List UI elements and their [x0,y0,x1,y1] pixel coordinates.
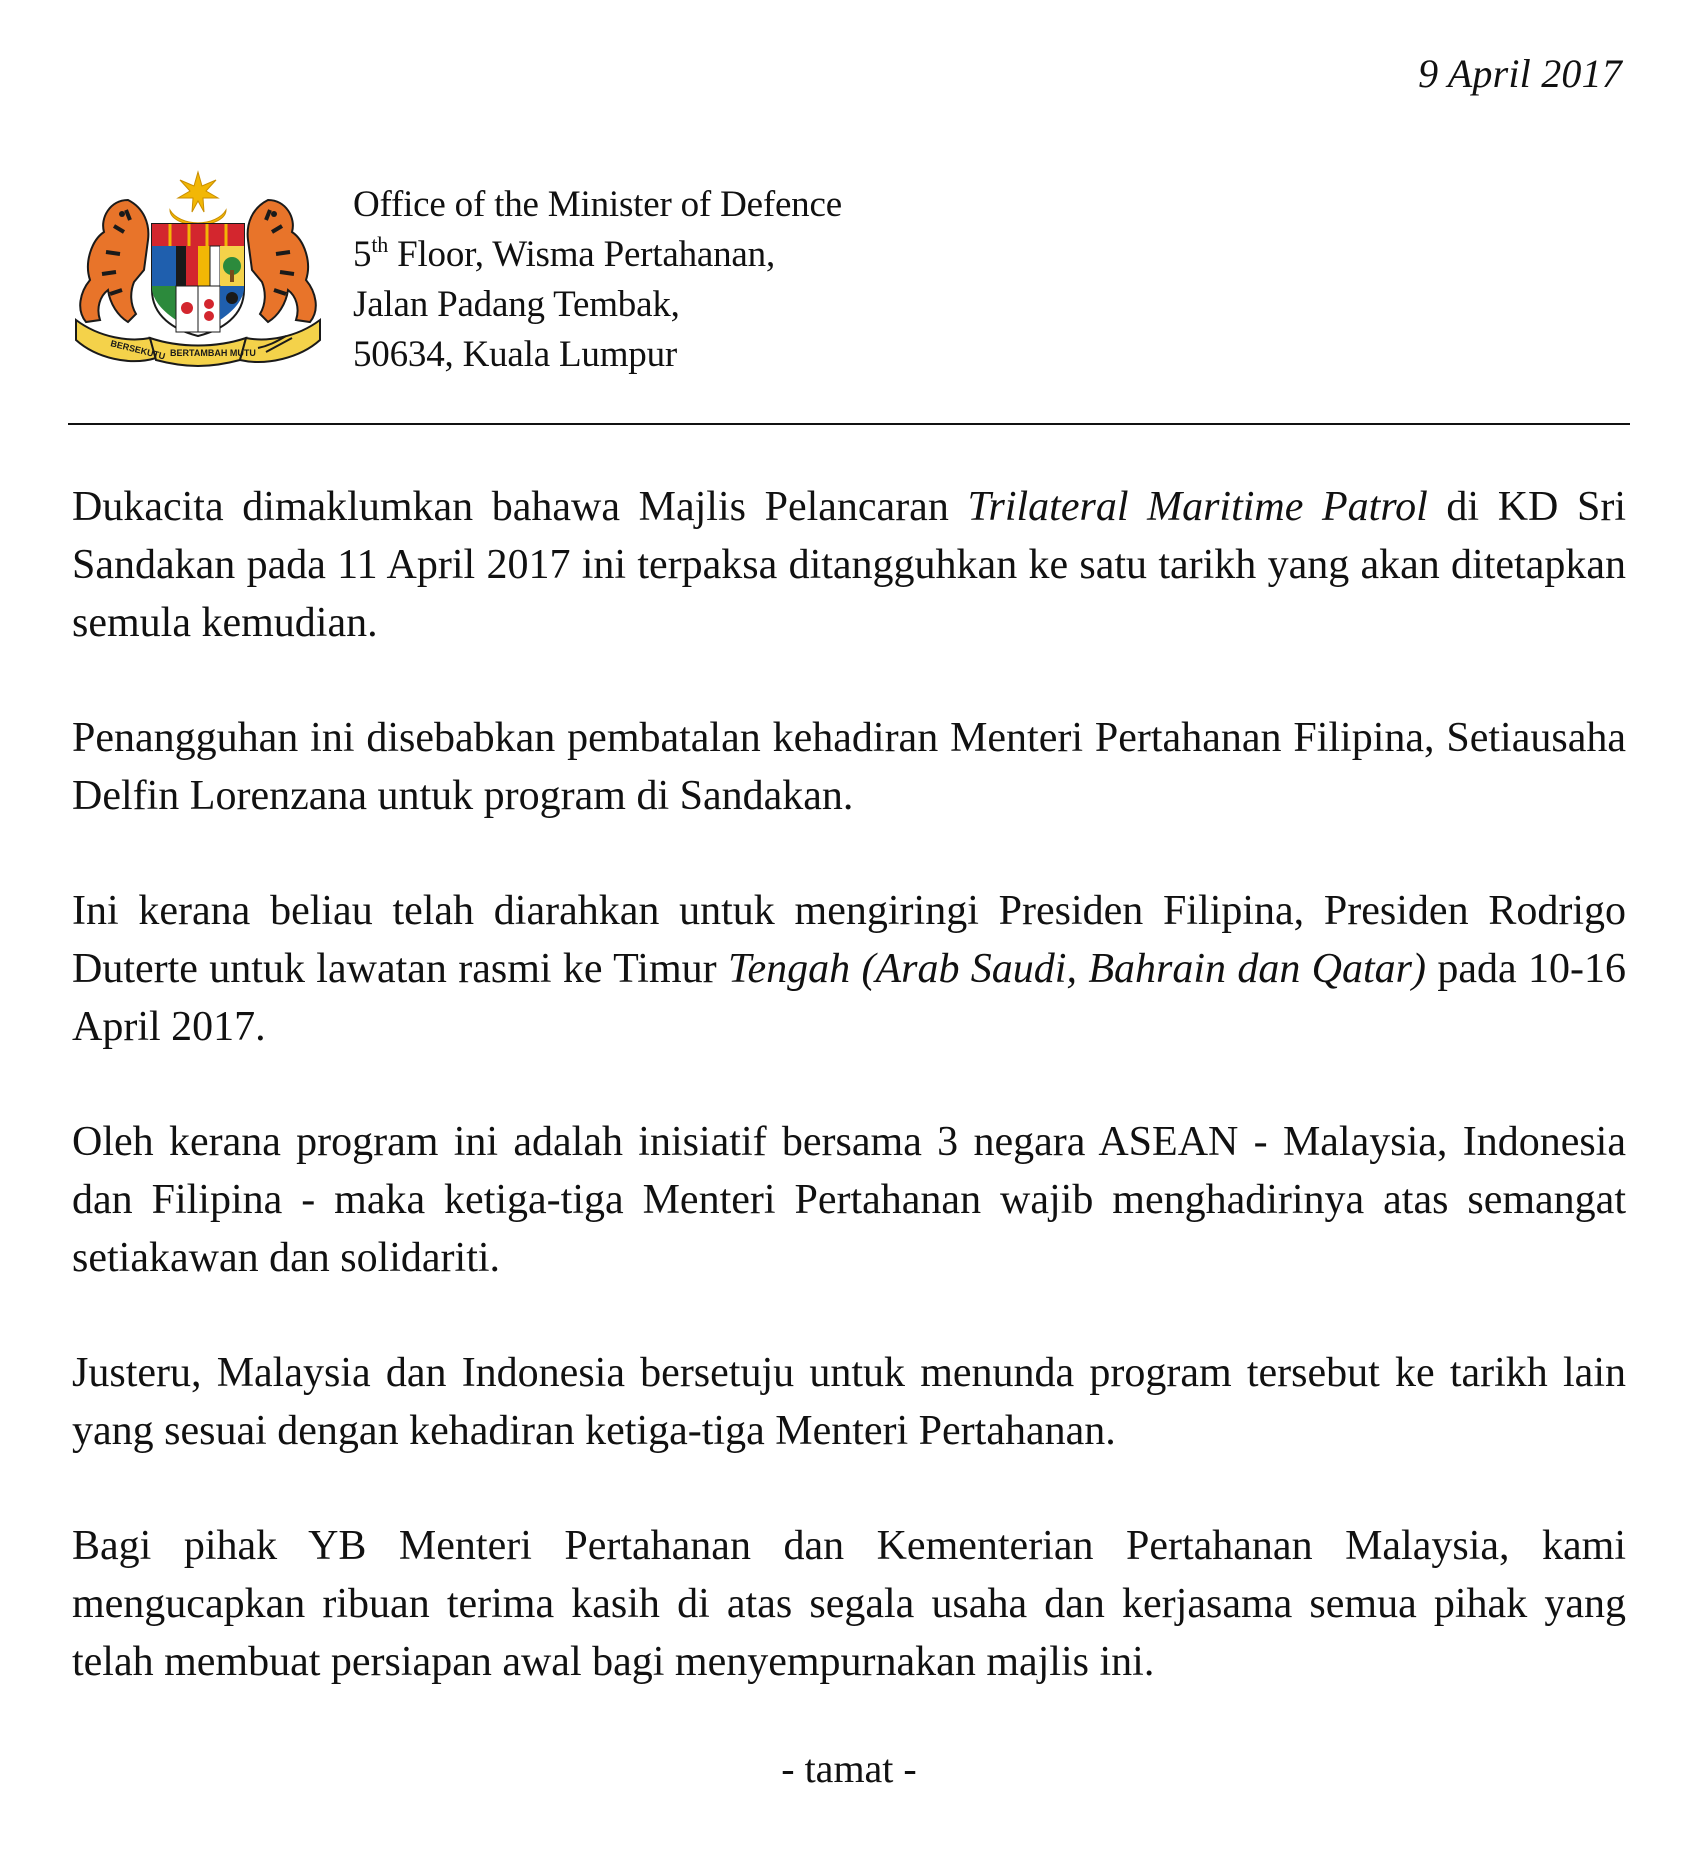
federal-star-icon [178,172,218,212]
paragraph-3 [72,882,1626,1056]
document-date: 9 April 2017 [1418,51,1622,96]
address-floor [353,230,842,280]
paragraph-3-italic: Tengah (Arab Saudi, Bahrain dan Qatar) [727,946,1427,992]
header-divider [68,423,1630,425]
paragraph-3-text-a: Ini kerana beliau telah diarahkan untuk mengiringi Presiden Filipina, Presiden Rodrigo Duterte untuk lawatan rasmi ke Timur [72,888,1626,992]
closing-mark: - tamat - [781,1746,917,1791]
paragraph-4: Oleh kerana program ini adalah inisiatif bersama 3 negara ASEAN - Malaysia, Indonesia dan Filipina - maka ketiga-tiga Menteri Pertahanan wajib menghadirinya atas semangat setiakawan dan solidariti. [72,1119,1626,1281]
floor-number: 5 [353,234,372,275]
floor-suffix: th [371,232,389,257]
address-street: Jalan Padang Tembak, [353,284,680,325]
right-tiger-icon [248,200,316,322]
left-tiger-icon [80,200,148,322]
paragraph-1-text-a: Dukacita dimaklumkan bahawa Majlis Pelancaran [72,484,968,530]
crescent-icon [170,210,226,225]
paragraph-1-text-b: di KD Sri Sandakan pada 11 April 2017 ini terpaksa ditangguhkan ke satu tarikh yang akan ditetapkan semula kemudian. [72,484,1626,646]
paragraph-6: Bagi pihak YB Menteri Pertahanan dan Kementerian Pertahanan Malaysia, kami mengucapkan ribuan terima kasih di atas segala usaha dan kerjasama semua pihak yang telah membuat persiapan awal bagi menyempurnakan majlis ini. [72,1523,1626,1685]
address-city: 50634, Kuala Lumpur [353,334,677,375]
paragraph-1-italic: Trilateral Maritime Patrol [967,484,1428,530]
letterhead [70,170,1620,380]
paragraph-3-text-b: pada 10-16 April 2017. [72,946,1626,1050]
address-office: Office of the Minister of Defence [353,184,842,225]
malaysia-coat-of-arms-icon [70,170,326,370]
paragraph-2: Penangguhan ini disebabkan pembatalan kehadiran Menteri Pertahanan Filipina, Setiausaha Delfin Lorenzana untuk program di Sandakan. [72,715,1626,819]
ribbon-text-left: BERSEKUTU [109,338,167,362]
ribbon-text-bottom: BERTAMBAH MUTU [170,348,256,358]
floor-rest: Floor, Wisma Pertahanan, [388,234,776,275]
paragraph-5: Justeru, Malaysia dan Indonesia bersetuju untuk menunda program tersebut ke tarikh lain yang sesuai dengan kehadiran ketiga-tiga Menteri Pertahanan. [72,1350,1626,1454]
sender-address [353,180,842,380]
statement-body [72,478,1626,1691]
shield-icon [152,224,244,336]
paragraph-1 [72,478,1626,652]
